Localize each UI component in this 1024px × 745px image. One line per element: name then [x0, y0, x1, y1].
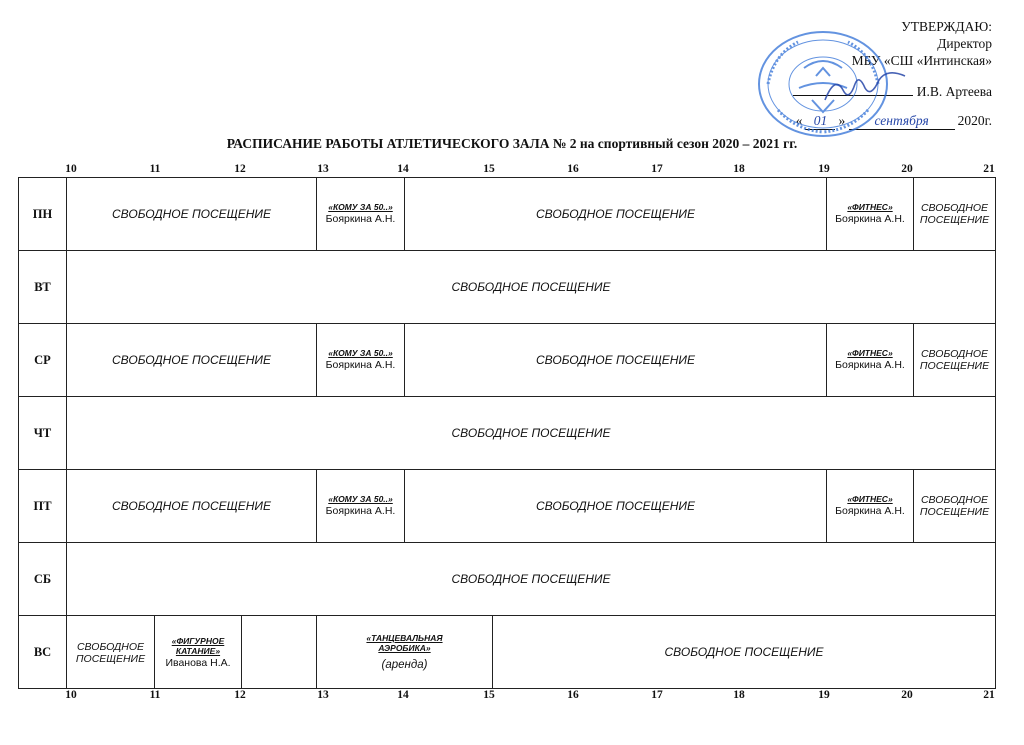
date-year: 2020г.: [957, 113, 992, 128]
free-visit-cell: СВОБОДНОЕ ПОСЕЩЕНИЕ: [919, 348, 990, 372]
hour-label: 16: [567, 689, 579, 701]
class-note: (аренда): [381, 659, 428, 671]
hour-label: 18: [733, 163, 745, 175]
free-visit-cell: СВОБОДНОЕ ПОСЕЩЕНИЕ: [919, 202, 990, 226]
hour-label: 14: [397, 163, 409, 175]
free-visit-cell: СВОБОДНОЕ ПОСЕЩЕНИЕ: [451, 425, 611, 440]
hour-label: 16: [567, 163, 579, 175]
approve-label: УТВЕРЖДАЮ:: [901, 19, 992, 34]
free-visit-cell: СВОБОДНОЕ ПОСЕЩЕНИЕ: [919, 494, 990, 518]
class-cell: [155, 616, 242, 689]
hour-label: 11: [149, 689, 161, 701]
empty-cell: [242, 616, 317, 689]
organization-name: МБУ «СШ «Интинская»: [851, 53, 992, 68]
class-program: «ФИГУРНОЕ КАТАНИЕ»: [171, 635, 225, 656]
hour-label: 17: [651, 163, 663, 175]
class-program: «КОМУ ЗА 50..»: [328, 202, 393, 212]
class-program: «ФИТНЕС»: [847, 348, 893, 358]
schedule-row: [19, 178, 995, 251]
class-coach: Бояркина А.Н.: [325, 213, 396, 225]
schedule-row: [19, 470, 995, 543]
schedule-row: [19, 543, 995, 616]
class-coach: Бояркина А.Н.: [325, 359, 396, 371]
handwritten-signature-icon: [820, 70, 910, 110]
hour-scale-top: [0, 161, 1024, 177]
hour-label: 12: [234, 163, 246, 175]
class-cell: [317, 470, 405, 542]
free-visit-cell: СВОБОДНОЕ ПОСЕЩЕНИЕ: [67, 616, 155, 689]
hour-label: 15: [483, 689, 495, 701]
class-coach: Бояркина А.Н.: [835, 359, 905, 371]
free-visit-cell: СВОБОДНОЕ ПОСЕЩЕНИЕ: [405, 470, 827, 542]
class-coach: Бояркина А.Н.: [835, 213, 905, 225]
hour-label: 20: [901, 689, 913, 701]
date-open-quote: «: [795, 113, 803, 128]
class-coach: Иванова Н.А.: [165, 656, 231, 669]
day-label: ВТ: [19, 251, 67, 323]
class-cell: [827, 324, 914, 396]
hour-label: 21: [983, 163, 995, 175]
hour-label: 17: [651, 689, 663, 701]
day-label: ВС: [19, 616, 67, 689]
hour-label: 11: [149, 163, 161, 175]
date-day: 01: [805, 112, 835, 130]
hour-label: 14: [397, 689, 409, 701]
class-cell: [317, 616, 493, 689]
hour-label: 10: [65, 163, 77, 175]
hour-label: 13: [317, 163, 329, 175]
class-cell: [827, 470, 914, 542]
hour-label: 19: [818, 689, 830, 701]
class-program: «КОМУ ЗА 50..»: [328, 494, 393, 504]
hour-label: 18: [733, 689, 745, 701]
day-label: ЧТ: [19, 397, 67, 469]
hour-label: 12: [234, 689, 246, 701]
day-label: ПН: [19, 178, 67, 250]
class-cell: [827, 178, 914, 250]
hour-label: 21: [983, 689, 995, 701]
hour-label: 15: [483, 163, 495, 175]
date-month: сентября: [849, 112, 955, 130]
class-coach: Бояркина А.Н.: [835, 505, 905, 517]
day-label: ПТ: [19, 470, 67, 542]
free-visit-cell: СВОБОДНОЕ ПОСЕЩЕНИЕ: [664, 645, 824, 659]
page-title: РАСПИСАНИЕ РАБОТЫ АТЛЕТИЧЕСКОГО ЗАЛА № 2 на спортивный сезон 2020 – 2021 гг.: [226, 136, 798, 151]
schedule-row: [19, 397, 995, 470]
hour-label: 10: [65, 689, 77, 701]
approver-position: Директор: [937, 36, 992, 51]
hour-scale-bottom: [0, 687, 1024, 703]
approver-name: И.В. Артеева: [916, 84, 992, 99]
schedule-row: [19, 616, 995, 689]
class-program: «ФИТНЕС»: [847, 202, 893, 212]
free-visit-cell: СВОБОДНОЕ ПОСЕЩЕНИЕ: [67, 324, 317, 396]
free-visit-cell: СВОБОДНОЕ ПОСЕЩЕНИЕ: [405, 178, 827, 250]
day-label: СР: [19, 324, 67, 396]
class-cell: [317, 324, 405, 396]
hour-label: 19: [818, 163, 830, 175]
class-program: «ФИТНЕС»: [847, 494, 893, 504]
schedule-row: [19, 251, 995, 324]
class-program: «КОМУ ЗА 50..»: [328, 348, 393, 358]
class-cell: [317, 178, 405, 250]
free-visit-cell: СВОБОДНОЕ ПОСЕЩЕНИЕ: [451, 571, 611, 586]
class-coach: Бояркина А.Н.: [325, 505, 396, 517]
schedule-row: [19, 324, 995, 397]
hour-label: 13: [317, 689, 329, 701]
class-program: «ТАНЦЕВАЛЬНАЯ АЭРОБИКА»: [366, 633, 443, 653]
free-visit-cell: СВОБОДНОЕ ПОСЕЩЕНИЕ: [451, 279, 611, 294]
date-close-quote: »: [838, 113, 846, 128]
free-visit-cell: СВОБОДНОЕ ПОСЕЩЕНИЕ: [67, 470, 317, 542]
schedule-table: [18, 177, 996, 689]
free-visit-cell: СВОБОДНОЕ ПОСЕЩЕНИЕ: [405, 324, 827, 396]
day-label: СБ: [19, 543, 67, 615]
free-visit-cell: СВОБОДНОЕ ПОСЕЩЕНИЕ: [67, 178, 317, 250]
hour-label: 20: [901, 163, 913, 175]
